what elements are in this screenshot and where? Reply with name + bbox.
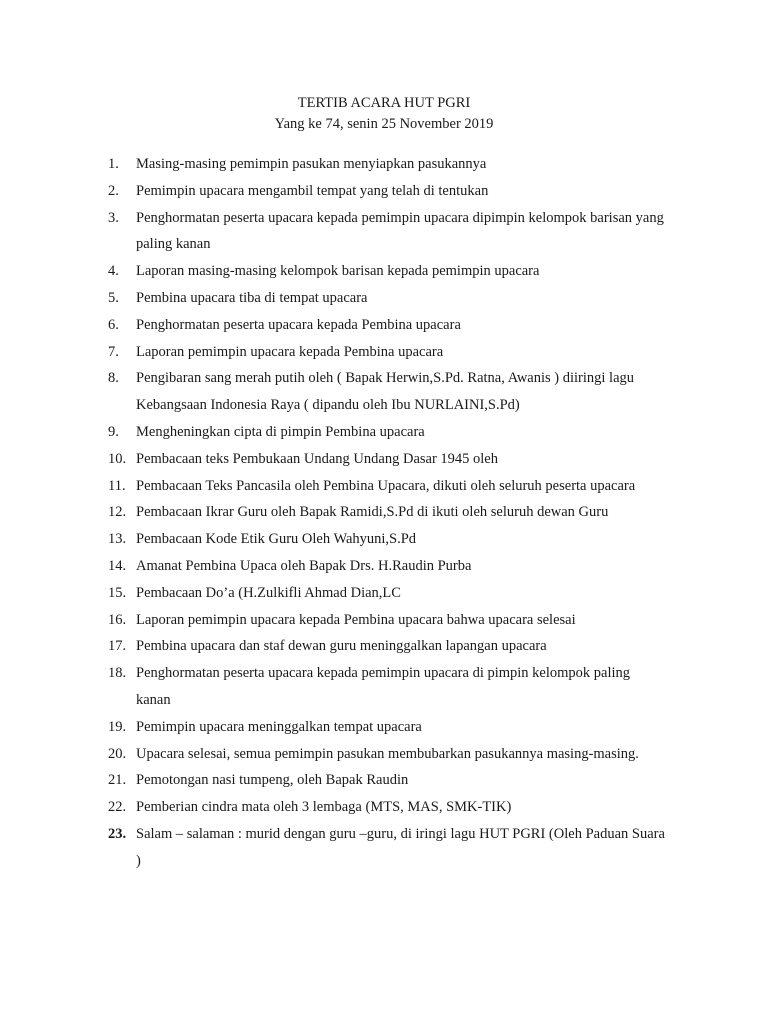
list-item bbox=[108, 714, 668, 741]
list-item-number: 4. bbox=[108, 263, 119, 280]
list-item-text: Pengibaran sang merah putih oleh ( Bapak Herwin,S.Pd. Ratna, Awanis ) diiringi lagu Kebangsaan Indonesia Raya ( dipandu oleh Ibu NURLAINI,S.Pd) bbox=[136, 370, 635, 414]
list-item-text: Penghormatan peserta upacara kepada pemimpin upacara dipimpin kelompok barisan yang paling kanan bbox=[136, 209, 664, 253]
list-item-text: Pemotongan nasi tumpeng, oleh Bapak Raudin bbox=[136, 772, 409, 789]
list-item bbox=[108, 285, 668, 312]
list-item-text: Laporan masing-masing kelompok barisan kepada pemimpin upacara bbox=[136, 263, 540, 280]
list-item-number: 6. bbox=[108, 316, 119, 333]
list-item bbox=[108, 178, 668, 205]
list-item-text: Pembacaan Do’a (H.Zulkifli Ahmad Dian,LC bbox=[136, 584, 401, 601]
list-item-text: Pemimpin upacara meninggalkan tempat upacara bbox=[136, 718, 422, 735]
list-item bbox=[108, 473, 668, 500]
list-item-text: Pembina upacara dan staf dewan guru meninggalkan lapangan upacara bbox=[136, 638, 547, 655]
list-item-number: 21. bbox=[108, 772, 127, 789]
list-item-number: 16. bbox=[108, 611, 127, 628]
list-item-number: 18. bbox=[108, 665, 127, 682]
document-subtitle: Yang ke 74, senin 25 November 2019 bbox=[274, 116, 494, 132]
list-item-number: 10. bbox=[108, 450, 127, 467]
list-item-text: Masing-masing pemimpin pasukan menyiapkan pasukannya bbox=[136, 156, 487, 172]
list-item-number: 12. bbox=[108, 504, 127, 521]
list-item bbox=[108, 553, 668, 580]
list-item bbox=[108, 499, 668, 526]
list-item-text: Laporan pemimpin upacara kepada Pembina upacara bbox=[136, 343, 444, 360]
list-item-text: Penghormatan peserta upacara kepada Pembina upacara bbox=[136, 316, 461, 333]
list-item bbox=[108, 660, 668, 714]
list-item-text: Salam – salaman : murid dengan guru –guru, di iringi lagu HUT PGRI (Oleh Paduan Suara ) bbox=[136, 825, 665, 869]
list-item-text: Pembina upacara tiba di tempat upacara bbox=[136, 289, 368, 306]
list-item-number: 22. bbox=[108, 799, 127, 816]
list-item-text: Mengheningkan cipta di pimpin Pembina upacara bbox=[136, 423, 425, 440]
list-item-number: 13. bbox=[108, 531, 127, 548]
list-item-text: Pembacaan Kode Etik Guru Oleh Wahyuni,S.Pd bbox=[136, 531, 417, 548]
list-item-number: 3. bbox=[108, 209, 119, 226]
list-item bbox=[108, 339, 668, 366]
list-item-text: Upacara selesai, semua pemimpin pasukan membubarkan pasukannya masing-masing. bbox=[136, 745, 639, 762]
list-item-number: 14. bbox=[108, 557, 127, 574]
list-item-text: Penghormatan peserta upacara kepada pemimpin upacara di pimpin kelompok paling kanan bbox=[136, 665, 631, 708]
list-item bbox=[108, 258, 668, 285]
list-item-text: Pemberian cindra mata oleh 3 lembaga (MTS, MAS, SMK-TIK) bbox=[136, 799, 512, 816]
list-item-text: Pemimpin upacara mengambil tempat yang telah di tentukan bbox=[136, 182, 489, 199]
list-item bbox=[108, 767, 668, 794]
title-block bbox=[0, 93, 768, 135]
list-item bbox=[108, 741, 668, 768]
list-item bbox=[108, 580, 668, 607]
list-item bbox=[108, 205, 668, 259]
list-item bbox=[108, 526, 668, 553]
document-title: TERTIB ACARA HUT PGRI bbox=[297, 95, 471, 111]
list-item bbox=[108, 446, 668, 473]
list-item bbox=[108, 365, 668, 419]
list-item-text: Pembacaan teks Pembukaan Undang Undang Dasar 1945 oleh bbox=[136, 450, 498, 467]
list-item-number: 1. bbox=[108, 156, 119, 172]
list-item-number: 20. bbox=[108, 745, 127, 762]
list-item bbox=[108, 151, 668, 178]
list-item bbox=[108, 821, 668, 875]
list-item bbox=[108, 607, 668, 634]
list-item-text: Pembacaan Ikrar Guru oleh Bapak Ramidi,S.Pd di ikuti oleh seluruh dewan Guru bbox=[136, 504, 609, 521]
list-item-number: 17. bbox=[108, 638, 127, 655]
list-item-number: 11. bbox=[108, 477, 126, 494]
list-item-text: Laporan pemimpin upacara kepada Pembina upacara bahwa upacara selesai bbox=[136, 611, 576, 628]
list-item bbox=[108, 794, 668, 821]
list-item-text: Pembacaan Teks Pancasila oleh Pembina Upacara, dikuti oleh seluruh peserta upacara bbox=[136, 477, 636, 494]
list-item-number: 2. bbox=[108, 182, 119, 199]
list-item bbox=[108, 633, 668, 660]
list-item-number: 15. bbox=[108, 584, 127, 601]
list-item-number: 23. bbox=[108, 825, 127, 842]
list-item-number: 19. bbox=[108, 718, 127, 735]
list-item bbox=[108, 312, 668, 339]
list-item-number: 7. bbox=[108, 343, 119, 360]
list-item-number: 5. bbox=[108, 289, 119, 306]
list-item-number: 8. bbox=[108, 370, 119, 387]
list-item bbox=[108, 419, 668, 446]
agenda-list bbox=[108, 151, 668, 875]
list-item-text: Amanat Pembina Upaca oleh Bapak Drs. H.Raudin Purba bbox=[136, 557, 472, 574]
list-item-number: 9. bbox=[108, 423, 119, 440]
